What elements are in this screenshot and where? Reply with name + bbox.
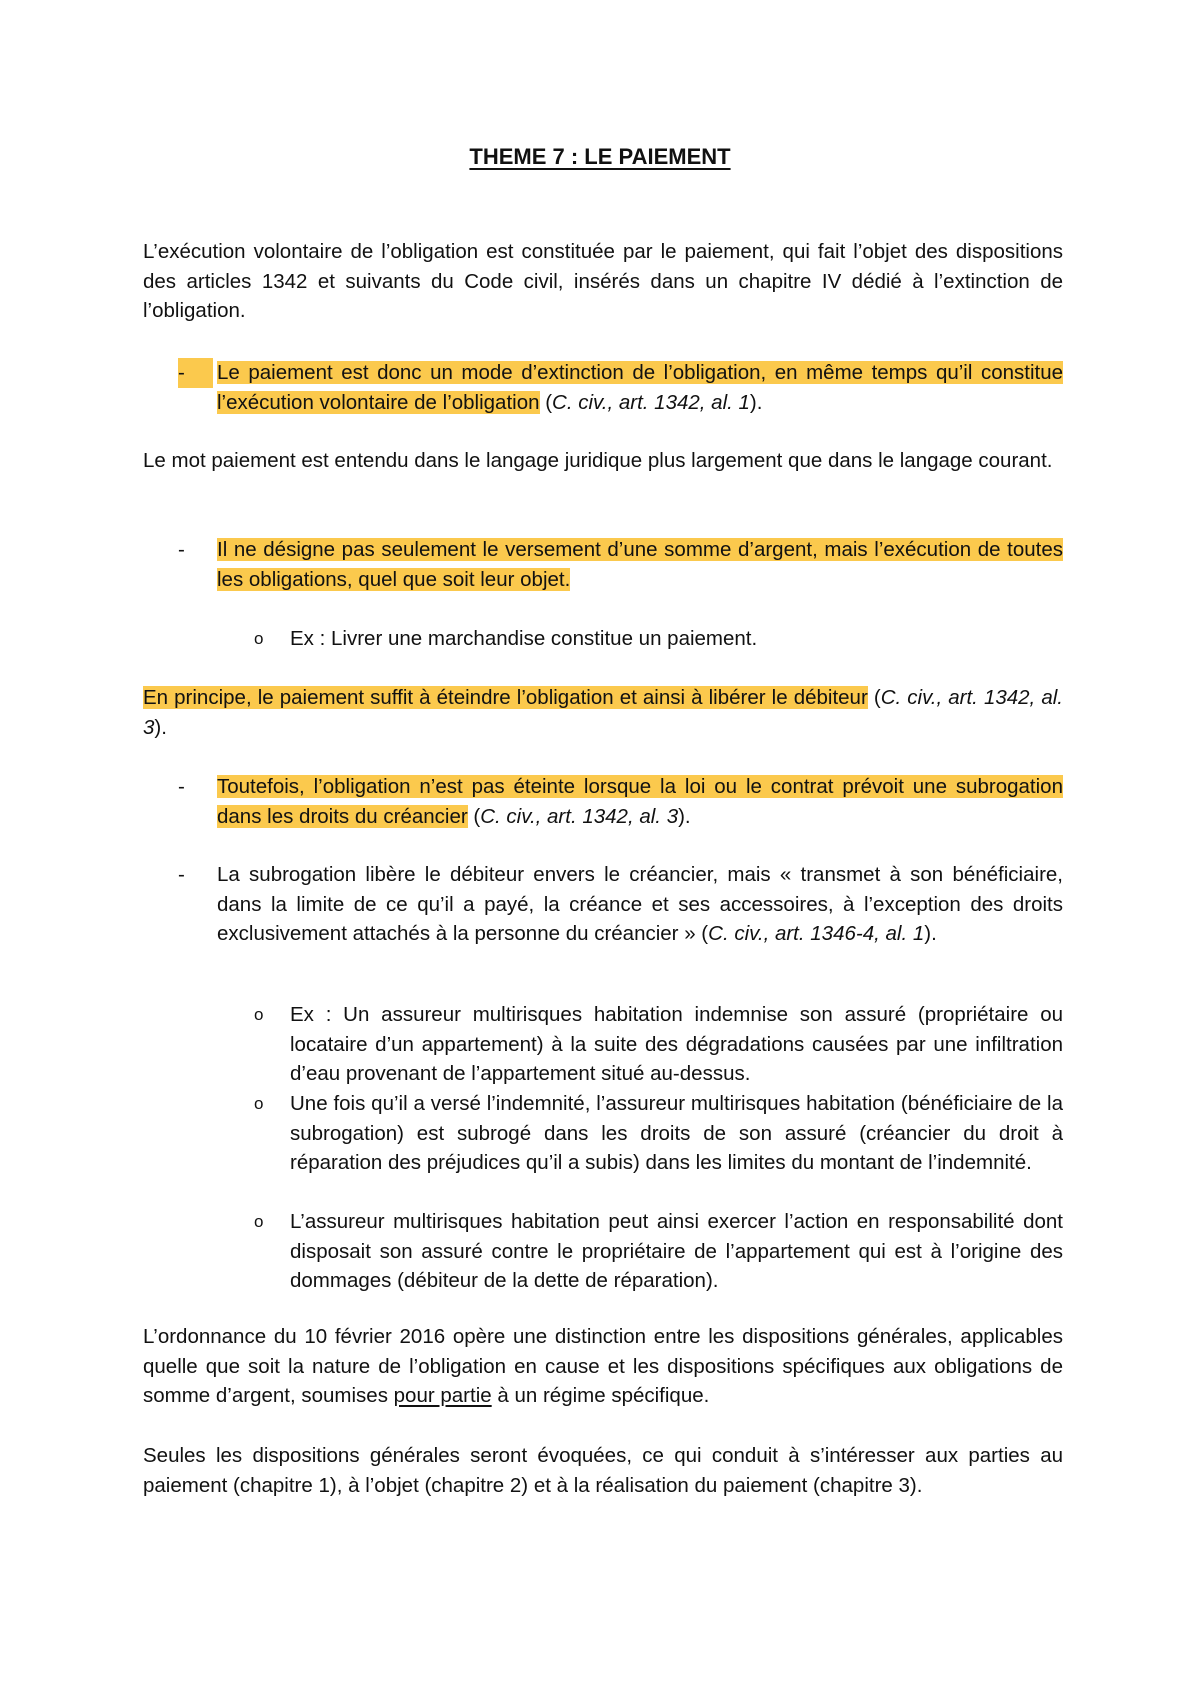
bullet-dash: - <box>178 358 213 388</box>
paragraph-text: L’ordonnance du 10 février 2016 opère une distinction entre les dispositions générales, applicables quelle que soit la nature de l’obligation en cause et les dispositions spécifiques aux obligations de somme d’argent, soumises <box>143 1325 1063 1407</box>
sub-bullet-circle: o <box>254 1094 264 1113</box>
example-insurer: Ex : Un assureur multirisques habitation indemnise son assuré (propriétaire ou locataire d’un appartement) à la suite des dégradations causées par une infiltration d’eau provenant de l’appartement situé au-dessus. <box>290 1003 1063 1085</box>
ref-open: ( <box>467 804 481 828</box>
paragraph-plan: Seules les dispositions générales seront évoquées, ce qui conduit à s’intéresser aux parties au paiement (chapitre 1), à l’objet (chapitre 2) et à la réalisation du paiement (chapitre 3). <box>143 1444 1063 1497</box>
highlighted-text: Il ne désigne pas seulement le versement d’une somme d’argent, mais l’exécution de toutes les obligations, quel que soit leur objet. <box>217 538 1063 591</box>
legal-reference: C. civ., art. 1342, al. 3 <box>480 804 679 828</box>
example-action: L’assureur multirisques habitation peut ainsi exercer l’action en responsabilité dont disposait son assuré contre le propriétaire de l’appartement qui est à l’origine des dommages (débiteur de la dette de réparation). <box>290 1210 1063 1292</box>
paragraph-ordonnance <box>143 1322 1063 1411</box>
ref-open: ( <box>867 686 881 709</box>
highlighted-text: Toutefois, l’obligation n’est pas éteinte lorsque la loi ou le contrat prévoit une subrogation dans les droits du créancier <box>217 775 1063 828</box>
bullet-scope <box>217 535 1063 594</box>
ref-close: ). <box>924 922 937 945</box>
underlined-text: pour partie <box>393 1384 492 1407</box>
legal-reference: C. civ., art. 1342, al. 3 <box>143 686 1063 739</box>
highlighted-text: Le paiement est donc un mode d’extinction de l’obligation, en même temps qu’il constitue l’exécution volontaire de l’obligation <box>217 361 1063 414</box>
ref-close: ). <box>678 804 691 828</box>
page-title: THEME 7 : LE PAIEMENT <box>469 144 731 169</box>
paragraph-intro: L’exécution volontaire de l’obligation est constituée par le paiement, qui fait l’objet des dispositions des articles 1342 et suivants du Code civil, insérés dans un chapitre IV dédié à l’extinction de l’obligation. <box>143 240 1063 322</box>
bullet-text: La subrogation libère le débiteur envers le créancier, mais « transmet à son bénéficiaire, dans la limite de ce qu’il a payé, la créance et ses accessoires, à l’exception des droits exclusivement attachés à la personne du créancier » ( <box>217 863 1063 945</box>
bullet-extinction <box>217 358 1063 417</box>
bullet-dash: - <box>178 538 185 561</box>
bullet-subrogation <box>217 860 1063 949</box>
bullet-dash: - <box>178 863 185 886</box>
sub-bullet-circle: o <box>254 1005 264 1024</box>
sub-bullet-circle: o <box>254 1212 264 1231</box>
paragraph-definition: Le mot paiement est entendu dans le langage juridique plus largement que dans le langage courant. <box>143 449 1053 472</box>
ref-close: ). <box>154 715 167 739</box>
paragraph-text: à un régime spécifique. <box>491 1384 710 1407</box>
legal-reference: C. civ., art. 1342, al. 1 <box>552 390 750 414</box>
ref-close: ). <box>749 390 763 414</box>
example-delivery: Ex : Livrer une marchandise constitue un paiement. <box>290 627 758 650</box>
bullet-dash: - <box>178 775 185 798</box>
ref-open: ( <box>539 390 553 414</box>
bullet-exception <box>217 772 1063 831</box>
sub-bullet-circle: o <box>254 629 264 648</box>
paragraph-principle <box>143 683 1063 742</box>
example-indemnity: Une fois qu’il a versé l’indemnité, l’assureur multirisques habitation (bénéficiaire de la subrogation) est subrogé dans les droits de son assuré (créancier du droit à réparation des préjudices qu’il a subis) dans les limites du montant de l’indemnité. <box>290 1092 1063 1174</box>
legal-reference: C. civ., art. 1346-4, al. 1 <box>708 922 925 945</box>
highlighted-text: En principe, le paiement suffit à éteindre l’obligation et ainsi à libérer le débiteur <box>143 686 868 709</box>
